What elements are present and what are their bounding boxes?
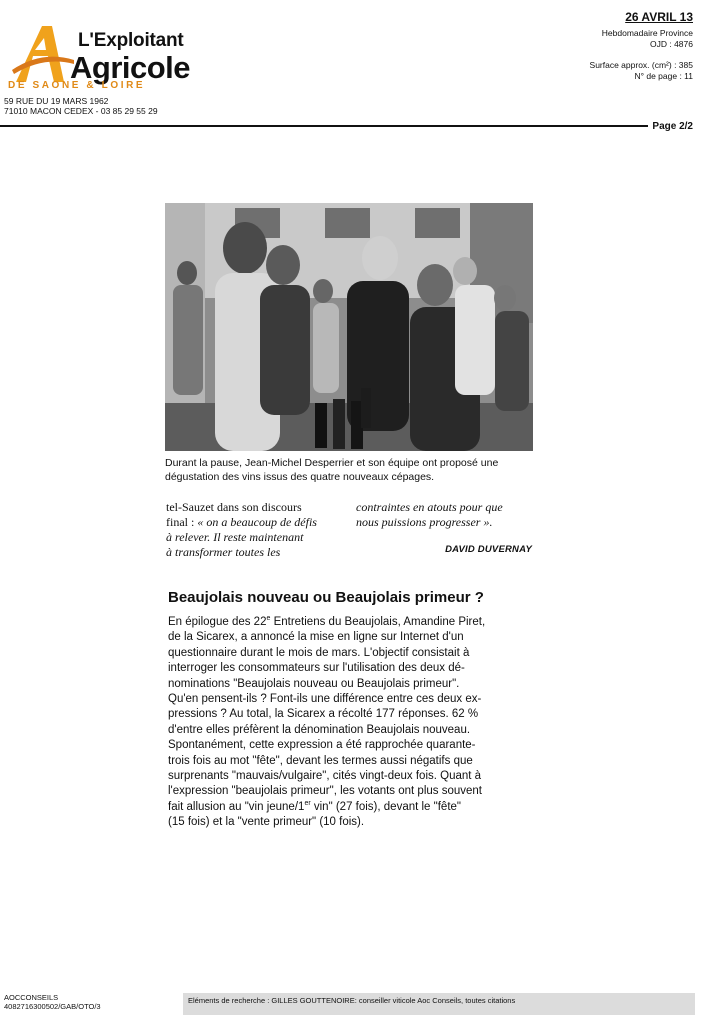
address-line-1: 59 RUE DU 19 MARS 1962 [4, 96, 109, 106]
photo-caption: Durant la pause, Jean-Michel Desperrier et son équipe ont proposé une dégustation des vins issus des quatre nouveaux cépages. [165, 457, 499, 483]
quote-line: à transformer toutes les [166, 545, 281, 559]
sidebar-line: d'entre elles préfèrent la dénomination Beaujolais nouveau. [168, 723, 471, 736]
address-line-2: 71010 MACON CEDEX - 03 85 29 55 29 [4, 106, 158, 116]
article-column-right [356, 500, 534, 530]
article-column-left [166, 500, 344, 560]
sidebar-line: trois fois au mot "fête", devant les termes aussi négatifs que [168, 754, 473, 767]
sidebar-title: Beaujolais nouveau ou Beaujolais primeur ? [168, 589, 484, 606]
logo-text-line2: Agricole [70, 50, 191, 85]
sidebar-line: questionnaire durant le mois de mars. L'objectif consistait à [168, 646, 470, 659]
quote-fragment: « on a beaucoup de défis [197, 515, 317, 529]
publication-date: 26 AVRIL 13 [625, 10, 693, 24]
quote-line: à relever. Il reste maintenant [166, 530, 304, 544]
sidebar-line: En épilogue des 22e Entretiens du Beaujolais, Amandine Piret, [168, 615, 486, 628]
sidebar-line: surprenants "mauvais/vulgaire", cités vingt-deux fois. Quant à [168, 770, 482, 783]
wine-tasting-photo-illustration [165, 203, 533, 451]
logo-region: DE SAONE & LOIRE [8, 80, 146, 91]
sidebar-line: nominations "Beaujolais nouveau ou Beaujolais primeur". [168, 677, 460, 690]
logo-text-line1: L'Exploitant [78, 30, 184, 51]
text-line [166, 515, 344, 530]
sidebar-line: l'expression "beaujolais primeur", les votants ont plus souvent [168, 785, 482, 798]
search-elements-text: Eléments de recherche : GILLES GOUTTENOIRE: conseiller viticole Aoc Conseils, toutes citations [188, 996, 516, 1005]
text-fragment: final : [166, 515, 198, 529]
surface-area: Surface approx. (cm²) : 385 [589, 60, 693, 70]
ojd-count: OJD : 4876 [650, 39, 693, 49]
article-author: DAVID DUVERNAY [445, 544, 532, 555]
sidebar-line: Qu'en pensent-ils ? Font-ils une différence entre ces deux ex- [168, 693, 482, 706]
footer-code-1: AOCCONSEILS [4, 993, 59, 1002]
quote-line: contraintes en atouts pour que [356, 500, 503, 514]
sidebar-body [168, 615, 538, 831]
text-line: tel-Sauzet dans son discours [166, 500, 302, 514]
sidebar-line: de la Sicarex, a annoncé la mise en ligne sur Internet d'un [168, 631, 464, 644]
sidebar-line: fait allusion au "vin jeune/1er vin" (27 fois), devant le "fête" [168, 800, 461, 813]
search-elements-box [183, 993, 695, 1015]
sidebar-line: (15 fois) et la "vente primeur" (10 fois). [168, 816, 365, 829]
article-photo [165, 203, 533, 451]
publication-type: Hebdomadaire Province [601, 28, 693, 38]
sidebar-line: pressions ? Au total, la Sicarex a récolté 177 réponses. 62 % [168, 708, 479, 721]
page-label: Page 2/2 [652, 121, 693, 132]
header-divider [0, 125, 648, 127]
footer-code-2: 4082716300502/GAB/OTO/3 [4, 1002, 101, 1011]
page-number: N° de page : 11 [634, 71, 693, 81]
sidebar-line: Spontanément, cette expression a été rapprochée quarante- [168, 739, 476, 752]
sidebar-line: interroger les consommateurs sur l'utilisation des deux dé- [168, 662, 465, 675]
quote-line: nous puissions progresser ». [356, 515, 493, 529]
